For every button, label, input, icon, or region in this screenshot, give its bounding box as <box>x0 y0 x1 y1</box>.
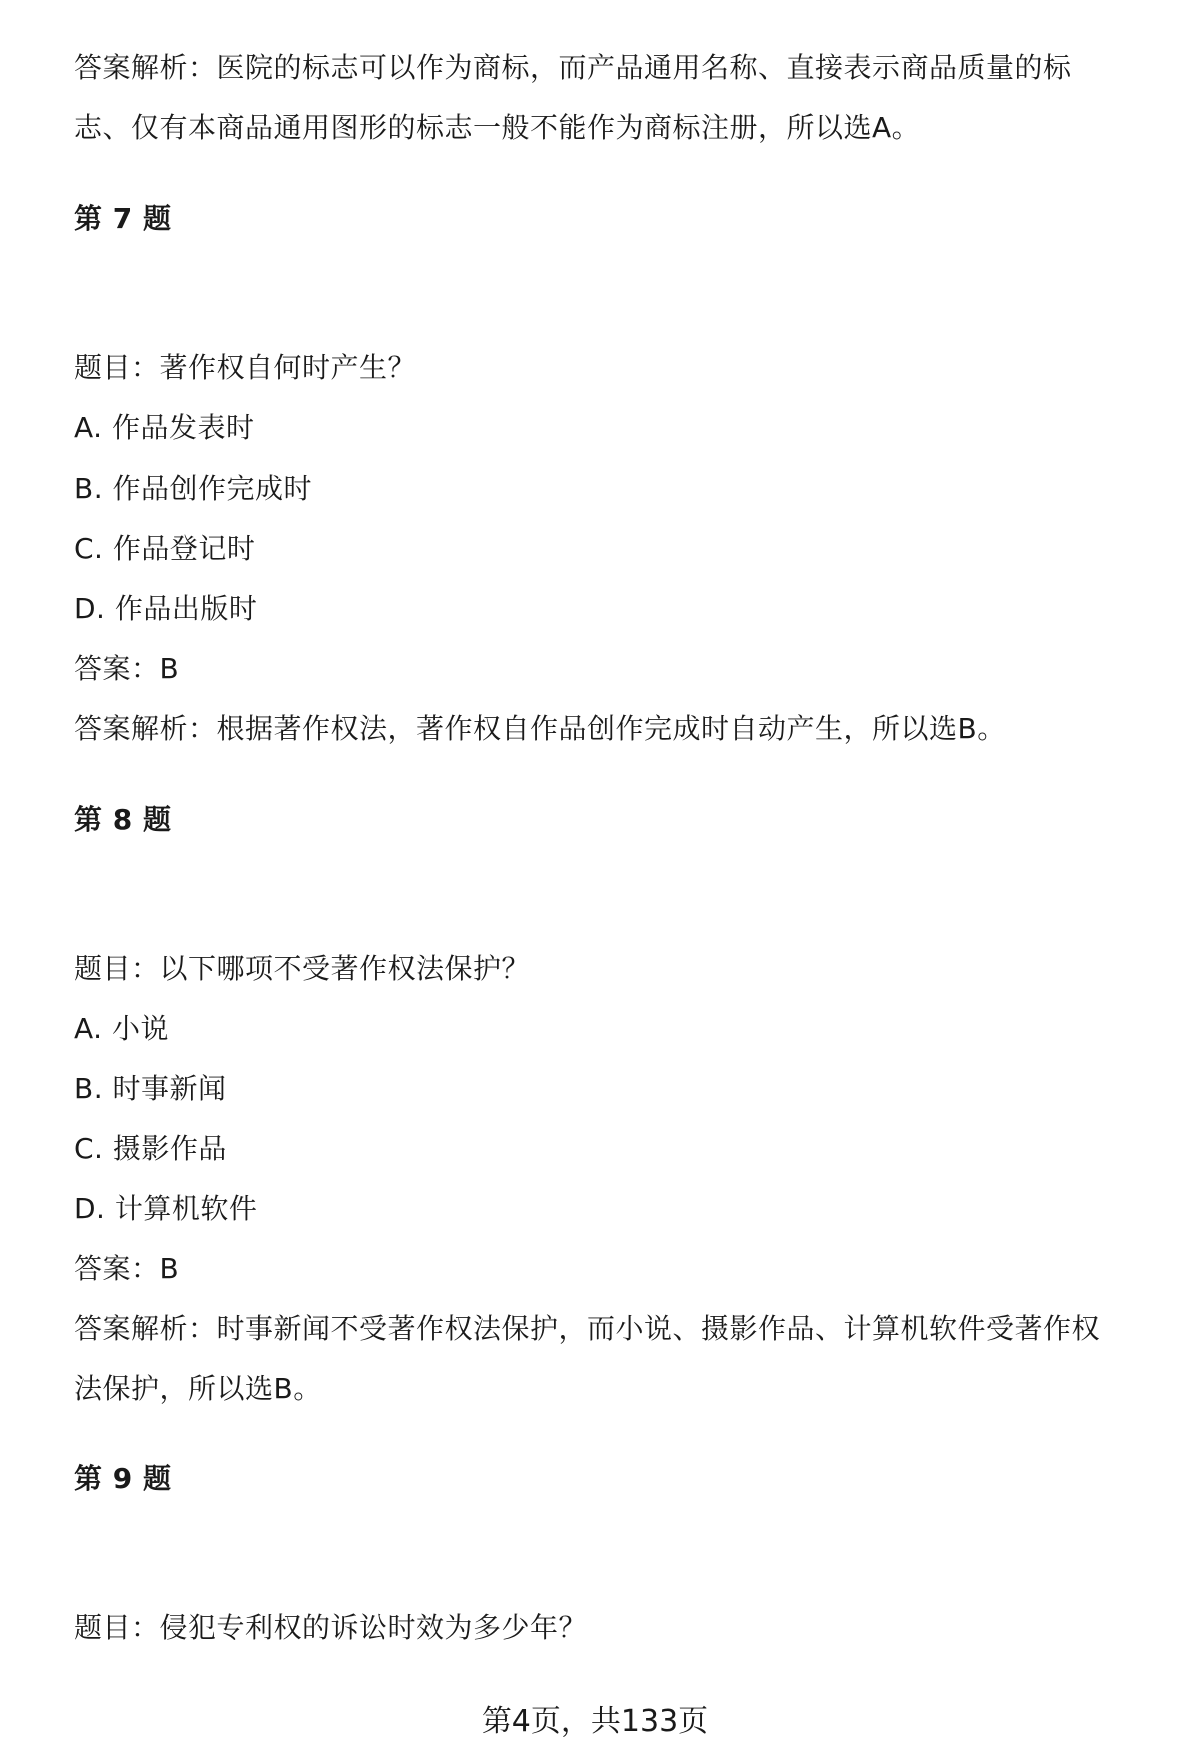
question-7-option-a: A. 作品发表时 <box>74 411 255 444</box>
question-8-prompt: 题目：以下哪项不受著作权法保护？ <box>74 952 531 985</box>
question-8-answer: 答案：B <box>74 1252 180 1285</box>
prev-explanation-line-1: 答案解析：医院的标志可以作为商标，而产品通用名称、直接表示商品质量的标 <box>74 51 1072 84</box>
question-7-prompt: 题目：著作权自何时产生？ <box>74 351 417 384</box>
question-9-heading: 第 9 题 <box>74 1462 172 1495</box>
page-number: 第4页，共133页 <box>481 1704 709 1739</box>
question-8-option-a: A. 小说 <box>74 1012 169 1045</box>
question-7-option-b: B. 作品创作完成时 <box>74 472 313 505</box>
question-9-prompt: 题目：侵犯专利权的诉讼时效为多少年？ <box>74 1611 588 1644</box>
prev-explanation-line-2: 志、仅有本商品通用图形的标志一般不能作为商标注册，所以选A。 <box>74 111 921 144</box>
question-7-option-c: C. 作品登记时 <box>74 532 256 565</box>
question-8-option-b: B. 时事新闻 <box>74 1072 227 1105</box>
question-8-explanation-line-1: 答案解析：时事新闻不受著作权法保护，而小说、摄影作品、计算机软件受著作权 <box>74 1312 1101 1345</box>
question-7-explanation: 答案解析：根据著作权法，著作权自作品创作完成时自动产生，所以选B。 <box>74 712 1006 745</box>
question-8-option-d: D. 计算机软件 <box>74 1192 258 1225</box>
question-8-option-c: C. 摄影作品 <box>74 1132 227 1165</box>
question-8-explanation-line-2: 法保护，所以选B。 <box>74 1372 322 1405</box>
question-7-heading: 第 7 题 <box>74 202 172 235</box>
question-8-heading: 第 8 题 <box>74 803 172 836</box>
question-7-option-d: D. 作品出版时 <box>74 592 258 625</box>
question-7-answer: 答案：B <box>74 652 180 685</box>
